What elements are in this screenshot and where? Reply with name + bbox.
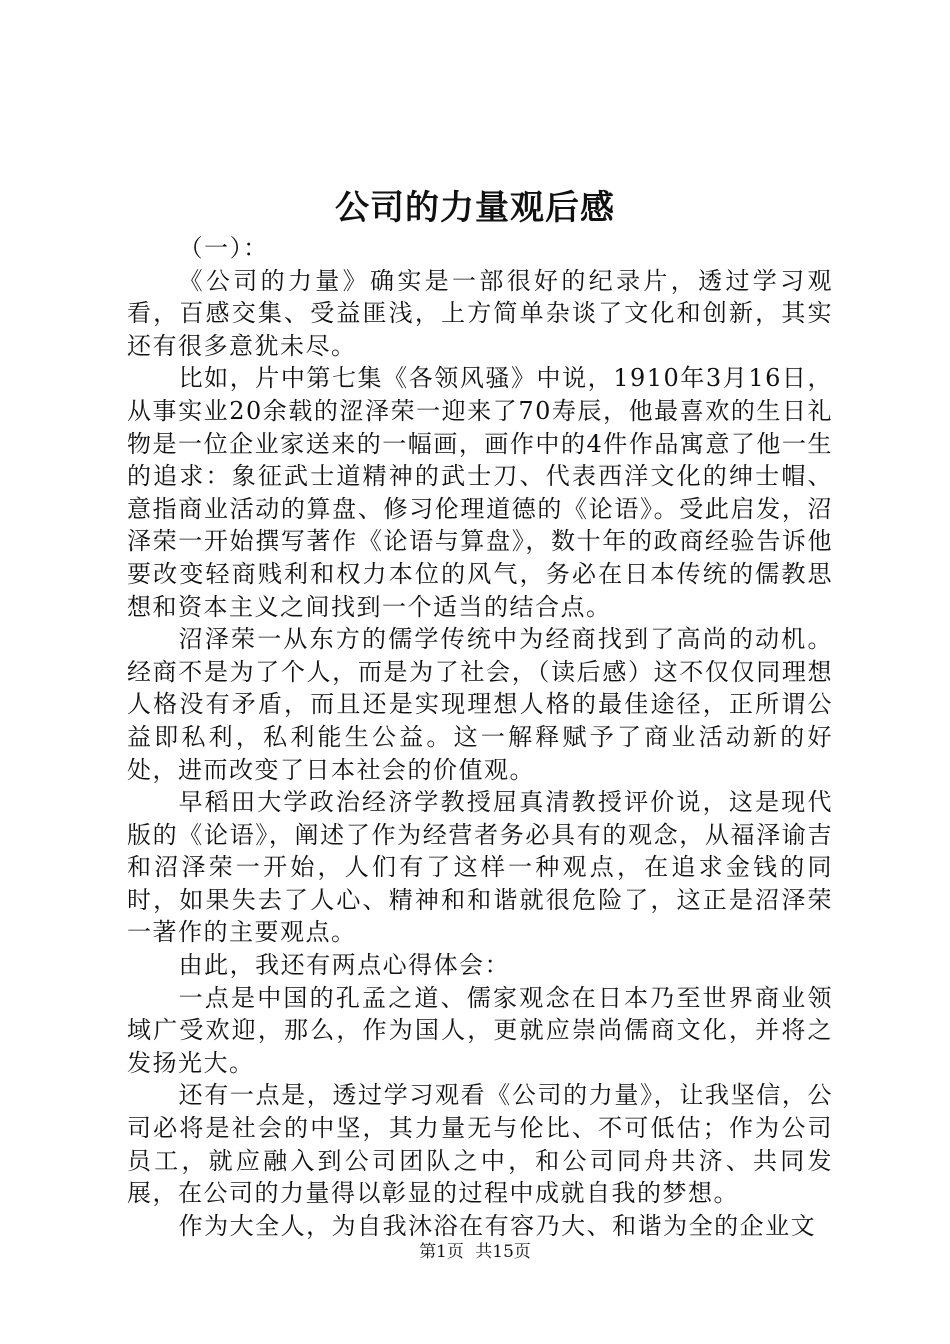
paragraph: 由此，我还有两点心得体会： [178,951,511,980]
document-title: 公司的力量观后感 [335,188,615,228]
paragraph: 沼泽荣一从东方的儒学传统中为经商找到了高尚的动机。经商不是为了个人，而是为了社会，（读后感）这不仅仅同理想人格没有矛盾，而且还是实现理想人格的最佳途径，正所谓公益即私利，私利能生公益。这一解释赋予了商业活动新的好处，进而改变了日本社会的价值观。 [127,625,833,784]
page-number: 第1页 [419,1242,464,1262]
paragraph: 比如，片中第七集《各领风骚》中说，1910年3月16日，从事实业20余载的涩泽荣一迎来了70寿辰，他最喜欢的生日礼物是一位企业家送来的一幅画，画作中的4件作品寓意了他一生的追求：象征武士道精神的武士刀、代表西洋文化的绅士帽、意指商业活动的算盘、修习伦理道德的《论语》。受此启发，沼泽荣一开始撰写著作《论语与算盘》，数十年的政商经验告诉他要改变轻商贱利和权力本位的风气，务必在日本传统的儒教思想和资本主义之间找到一个适当的结合点。 [127,364,833,621]
paragraph: 早稻田大学政治经济学教授屈真清教授评价说，这是现代版的《论语》，阐述了作为经营者务必具有的观念，从福泽谕吉和沼泽荣一开始，人们有了这样一种观点，在追求金钱的同时，如果失去了人心、精神和和谐就很危险了，这正是沼泽荣一著作的主要观点。 [127,788,833,947]
paragraph: 一点是中国的孔孟之道、儒家观念在日本乃至世界商业领域广受欢迎，那么，作为国人，更就应崇尚儒商文化，并将之发扬光大。 [127,983,833,1077]
paragraph: 《公司的力量》确实是一部很好的纪录片，透过学习观看，百感交集、受益匪浅，上方简单杂谈了文化和创新，其实还有很多意犹未尽。 [127,266,833,360]
document-body [127,232,833,1242]
page-footer [0,1240,950,1264]
paragraph: 作为大全人，为自我沐浴在有容乃大、和谐为全的企业文 [178,1211,817,1240]
paragraph: 还有一点是，透过学习观看《公司的力量》，让我坚信，公司必将是社会的中坚，其力量无与伦比、不可低估；作为公司员工，就应融入到公司团队之中，和公司同舟共济、共同发展，在公司的力量得以彰显的过程中成就自我的梦想。 [127,1081,833,1208]
page-total: 共15页 [475,1242,531,1262]
paragraph-heading: （一）： [178,234,269,262]
